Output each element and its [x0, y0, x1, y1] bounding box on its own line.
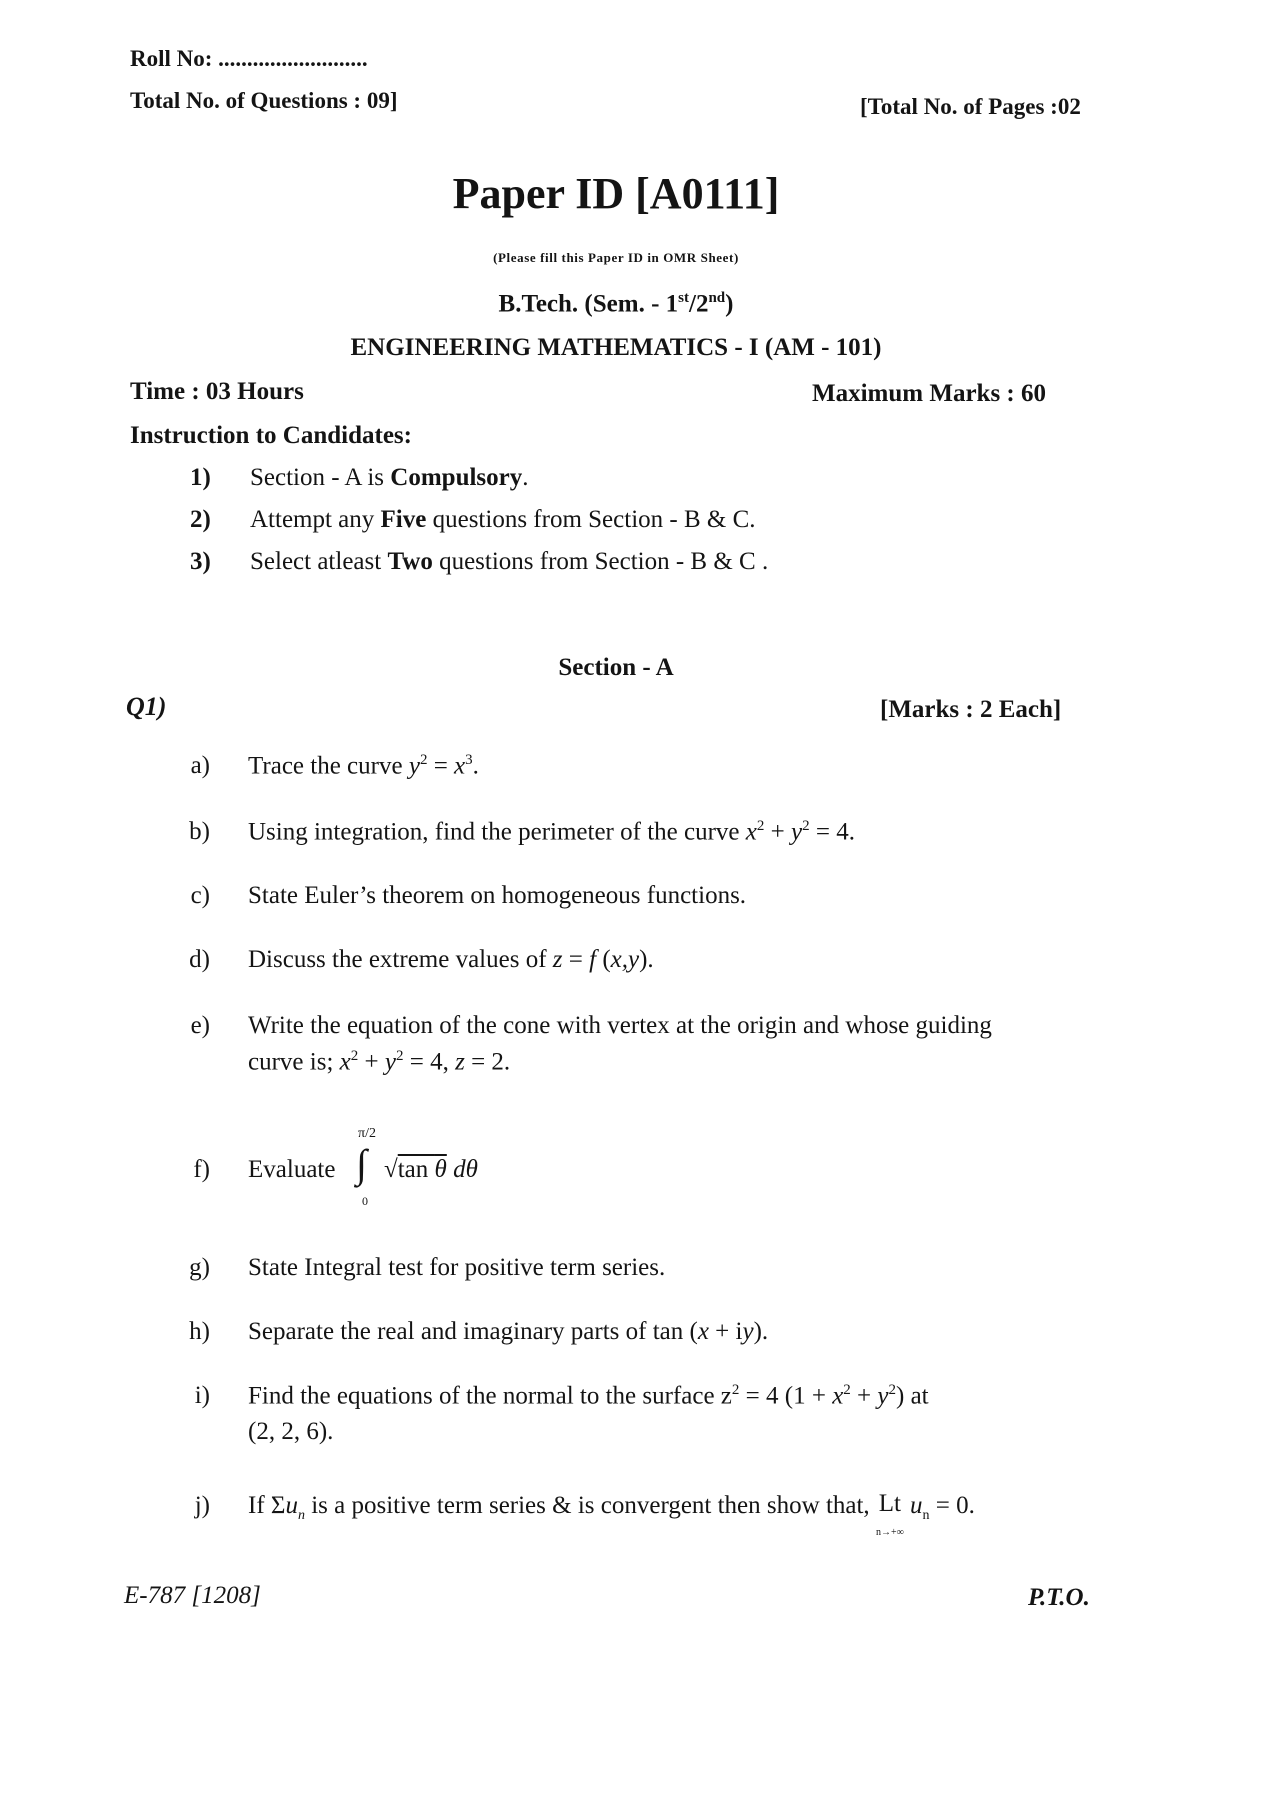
- question-text: Separate the real and imaginary parts of tan (x + iy).: [248, 1318, 769, 1345]
- question-text: Trace the curve $y^2 = x^3$.: [248, 752, 479, 780]
- question-text: Using integration, find the perimeter of the curve $x^2 + y^2 = 4$.: [248, 818, 855, 846]
- maximum-marks: Maximum Marks : 60: [812, 380, 1046, 407]
- integral-sign: ∫: [356, 1141, 367, 1186]
- paper-code: E-787 [1208]: [124, 1582, 261, 1609]
- total-pages: [Total No. of Pages :02: [860, 94, 1081, 119]
- question-text: State Euler’s theorem on homogeneous functions.: [248, 882, 747, 909]
- instruction-number: 1): [190, 464, 211, 491]
- upper-limit: π/2: [358, 1126, 376, 1141]
- course-name: B.Tech. (Sem. - 1st/2nd): [498, 290, 734, 318]
- roll-no: Roll No: ..........................: [130, 46, 368, 71]
- omr-note: (Please fill this Paper ID in OMR Sheet): [493, 250, 739, 265]
- marks-each: [Marks : 2 Each]: [880, 696, 1062, 723]
- question-label: a): [190, 752, 210, 779]
- question-label: h): [189, 1318, 210, 1345]
- question-text: If $\Sigma u_n$ is a positive term series & is convergent then show that, Lt n→+∞ $u_n = 0$.: [248, 1490, 975, 1538]
- question-text: Evaluate: [248, 1156, 336, 1183]
- question-label: b): [189, 818, 210, 845]
- question-label: f): [193, 1156, 210, 1183]
- question-label: e): [190, 1012, 210, 1039]
- lower-limit: 0: [362, 1194, 368, 1208]
- instruction-item: Attempt any Five questions from Section - B & C.: [250, 506, 756, 533]
- question-label: c): [190, 882, 210, 909]
- question-number: Q1): [126, 692, 167, 721]
- paper-id: Paper ID [A0111]: [452, 169, 780, 218]
- question-label: d): [189, 946, 210, 973]
- question-text: Discuss the extreme values of z = f (x,y).: [248, 946, 654, 973]
- instruction-item: Select atleast Two questions from Section - B & C .: [250, 548, 769, 575]
- question-text: Write the equation of the cone with vertex at the origin and whose guiding: [248, 1012, 992, 1039]
- integrand: √tan θ dθ: [384, 1156, 478, 1183]
- section-heading: Section - A: [558, 654, 674, 681]
- time-allowed: Time : 03 Hours: [130, 378, 304, 405]
- instruction-item: Section - A is Compulsory.: [250, 464, 529, 491]
- total-questions: Total No. of Questions : 09]: [130, 88, 398, 113]
- instruction-number: 2): [190, 506, 211, 533]
- instructions-heading: Instruction to Candidates:: [130, 422, 412, 449]
- question-text: State Integral test for positive term series.: [248, 1254, 666, 1281]
- question-text-continued: curve is; $x^2 + y^2 = 4$, z = 2.: [248, 1048, 511, 1076]
- integral-expression: [356, 1126, 516, 1216]
- please-turn-over: P.T.O.: [1028, 1584, 1090, 1611]
- question-text-continued: (2, 2, 6).: [248, 1418, 334, 1445]
- instruction-number: 3): [190, 548, 211, 575]
- question-label: i): [194, 1382, 210, 1409]
- question-text: Find the equations of the normal to the surface $z^2 = 4$ $(1 + x^2 + y^2)$ at: [248, 1382, 929, 1410]
- question-label: j): [194, 1492, 210, 1519]
- question-label: g): [189, 1254, 210, 1281]
- subject-title: ENGINEERING MATHEMATICS - I (AM - 101): [350, 334, 882, 361]
